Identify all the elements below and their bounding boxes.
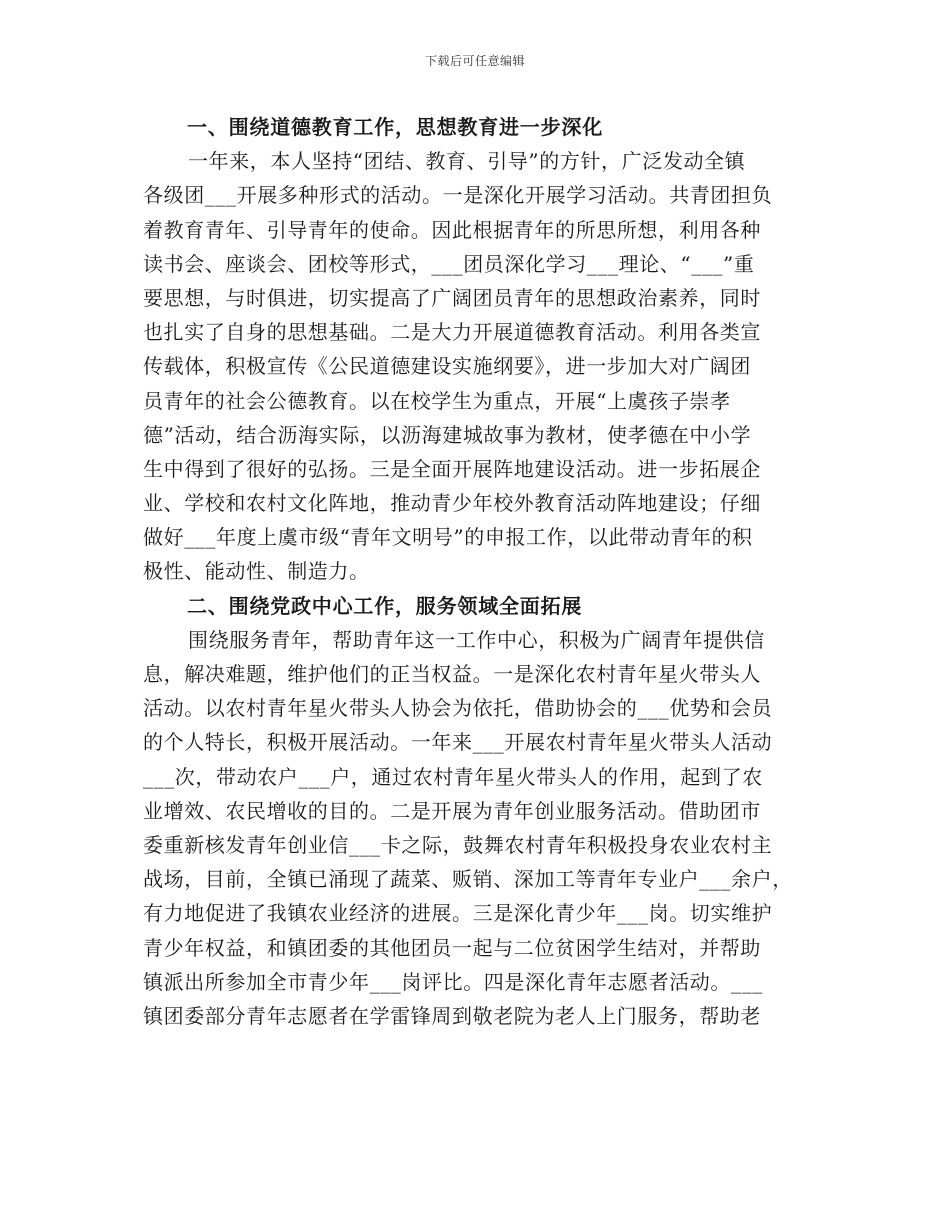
page-header: 下载后可任意编辑 (424, 54, 525, 68)
paragraph-line: 也扎实了自身的思想基础。二是大力开展道德教育活动。利用各类宣 (143, 320, 761, 345)
paragraph-line: 着教育青年、引导青年的使命。因此根据青年的所思所想，利用各种 (143, 217, 761, 242)
paragraph-line: 员青年的社会公德教育。以在校学生为重点，开展“上虞孩子崇孝 (143, 388, 731, 413)
paragraph-line: 一年来，本人坚持“团结、教育、引导”的方针，广泛发动全镇 (188, 149, 746, 174)
paragraph-line: 的个人特长，积极开展活动。一年来___开展农村青年星火带头人活动 (143, 730, 773, 755)
document-body (143, 110, 811, 1033)
paragraph-line: 做好___年度上虞市级“青年文明号”的申报工作，以此带动青年的积 (143, 525, 753, 550)
paragraph-line: 青少年权益，和镇团委的其他团员一起与二位贫困学生结对，并帮助 (143, 935, 761, 960)
paragraph-line: 委重新核发青年创业信___卡之际，鼓舞农村青年积极投身农业农村主 (143, 832, 773, 857)
paragraph-line: 息，解决难题，维护他们的正当权益。一是深化农村青年星火带头人 (143, 662, 761, 686)
paragraph-line: 有力地促进了我镇农业经济的进展。三是深化青少年___岗。切实维护 (143, 901, 773, 926)
paragraph-line: 生中得到了很好的弘扬。三是全面开展阵地建设活动。进一步拓展企 (143, 456, 761, 481)
paragraph-line: ___次，带动农户___户，通过农村青年星火带头人的作用，起到了农 (143, 764, 763, 789)
paragraph-line: 极性、能动性、制造力。 (143, 559, 370, 584)
paragraph-line: 业、学校和农村文化阵地，推动青少年校外教育活动阵地建设；仔细 (143, 491, 761, 516)
paragraph-line: 业增效、农民增收的目的。二是开展为青年创业服务活动。借助团市 (143, 798, 761, 823)
paragraph-line: 战场，目前，全镇已涌现了蔬菜、贩销、深加工等青年专业户___余户， (143, 867, 793, 892)
paragraph-line: 德”活动，结合沥海实际，以沥海建城故事为教材，使孝德在中小学 (143, 422, 752, 447)
paragraph-line: 各级团___开展多种形式的活动。一是深化开展学习活动。共青团担负 (143, 183, 773, 208)
paragraph-line: 要思想，与时俱进，切实提高了广阔团员青年的思想政治素养，同时 (143, 285, 761, 310)
paragraph-line: 镇派出所参加全市青少年___岗评比。四是深化青年志愿者活动。___ (143, 969, 763, 994)
paragraph-line: 读书会、座谈会、团校等形式，___团员深化学习___理论、“___”重 (143, 251, 755, 276)
section-2-heading: 二、围绕党政中心工作，服务领域全面拓展 (187, 593, 583, 618)
paragraph-line: 活动。以农村青年星火带头人协会为依托，借助协会的___优势和会员 (143, 696, 773, 721)
paragraph-line: 传载体，积极宣传《公民道德建设实施纲要》，进一步加大对广阔团 (143, 354, 751, 379)
paragraph-line: 镇团委部分青年志愿者在学雷锋周到敬老院为老人上门服务，帮助老 (143, 1003, 761, 1028)
section-1-heading: 一、围绕道德教育工作，思想教育进一步深化 (187, 115, 603, 139)
paragraph-line: 围绕服务青年，帮助青年这一工作中心，积极为广阔青年提供信 (188, 627, 765, 652)
